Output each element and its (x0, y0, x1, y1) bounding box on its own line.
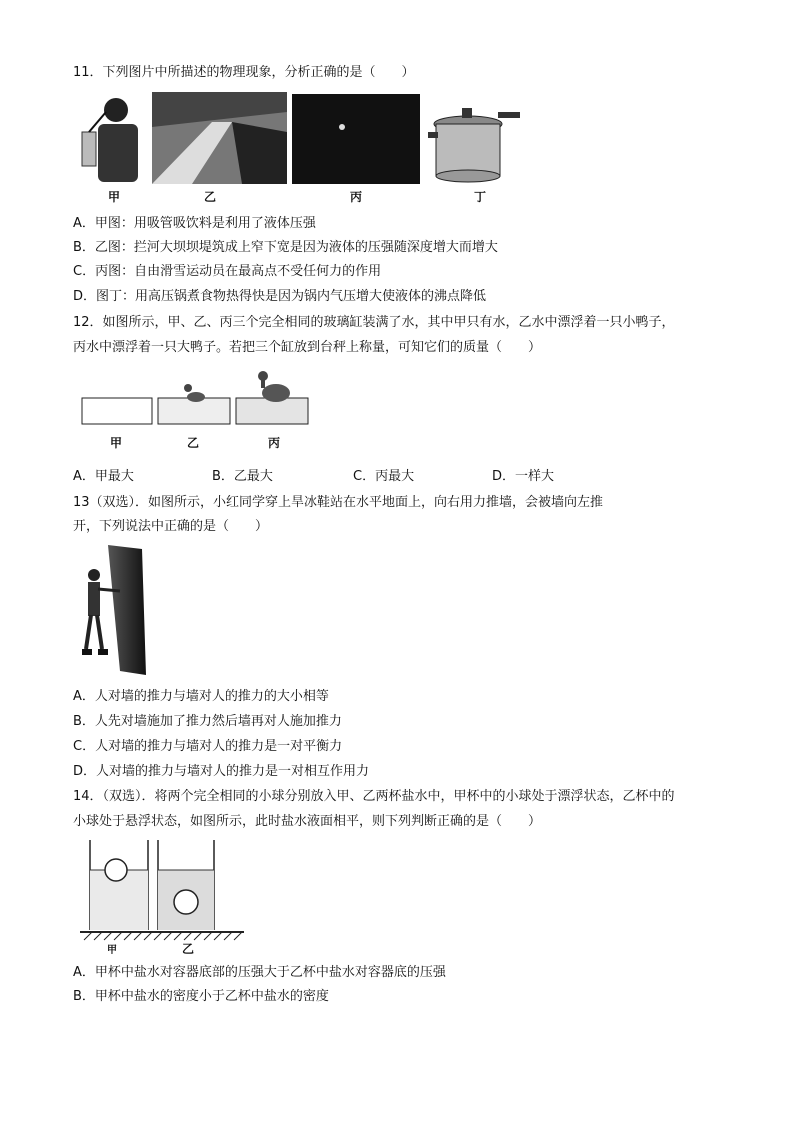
q14-stem-line1: 14．（双选）．将两个完全相同的小球分别放入甲、乙两杯盐水中，甲杯中的小球处于漂浮状态，乙杯中的 (73, 789, 675, 804)
q11-option-a: A．甲图：用吸管吸饮料是利用了液体压强 (73, 216, 316, 231)
q13-stem-line1: 13（双选）．如图所示，小红同学穿上旱冰鞋站在水平地面上，向右用力推墙，会被墙向左推 (73, 495, 604, 510)
q12-stem-line2: 丙水中漂浮着一只大鸭子。若把三个缸放到台秤上称量，可知它们的质量（ ） (73, 340, 542, 355)
q11-option-d: D．图丁：用高压锅煮食物热得快是因为锅内气压增大使液体的沸点降低 (73, 289, 487, 304)
q11-label-bing: 丙 (349, 190, 362, 204)
q11-option-b: B．乙图：拦河大坝坝堤筑成上窄下宽是因为液体的压强随深度增大而增大 (73, 240, 498, 255)
boy-drinking-photo (76, 92, 146, 184)
q13-girl-pushing-wall-figure (80, 545, 150, 677)
q12-label-jia: 甲 (109, 436, 122, 450)
q14-cups-figure (78, 840, 248, 942)
q13-option-a: A．人对墙的推力与墙对人的推力的大小相等 (73, 689, 329, 704)
q14-label-yi: 乙 (181, 942, 194, 956)
q12-option-a: A．甲最大 (73, 469, 134, 484)
q13-option-c: C．人对墙的推力与墙对人的推力是一对平衡力 (73, 739, 343, 754)
q13-stem-line2: 开，下列说法中正确的是（ ） (73, 519, 269, 534)
q14-option-b: B．甲杯中盐水的密度小于乙杯中盐水的密度 (73, 989, 329, 1004)
q12-option-c: C．丙最大 (353, 469, 415, 484)
q12-stem-line1: 12．如图所示，甲、乙、丙三个完全相同的玻璃缸装满了水，其中甲只有水，乙水中漂浮着一只小鸭子， (73, 315, 675, 330)
q12-tanks-figure (80, 370, 312, 430)
q12-label-bing: 丙 (267, 436, 280, 450)
q11-photos (76, 92, 526, 186)
suspended-ball-icon (174, 890, 198, 914)
dam-photo (152, 92, 287, 184)
q14-label-jia: 甲 (107, 945, 117, 956)
q14-stem-line2: 小球处于悬浮状态，如图所示，此时盐水液面相平，则下列判断正确的是（ ） (73, 814, 542, 829)
skier-photo (292, 94, 420, 184)
q14-option-a: A．甲杯中盐水对容器底部的压强大于乙杯中盐水对容器底的压强 (73, 965, 446, 980)
pressure-cooker-photo (428, 108, 520, 182)
q11-label-ding: 丁 (473, 190, 486, 204)
q11-label-jia: 甲 (107, 190, 120, 204)
q11-option-c: C．丙图：自由滑雪运动员在最高点不受任何力的作用 (73, 264, 382, 279)
big-duck-icon (258, 371, 290, 402)
q13-option-d: D．人对墙的推力与墙对人的推力是一对相互作用力 (73, 764, 370, 779)
q12-option-b: B．乙最大 (212, 469, 273, 484)
q11-label-yi: 乙 (203, 190, 216, 204)
q12-options (73, 468, 554, 486)
floating-ball-icon (105, 859, 127, 881)
q12-label-yi: 乙 (186, 436, 199, 450)
q11-stem: 11．下列图片中所描述的物理现象，分析正确的是（ ） (73, 65, 415, 80)
q12-option-d: D．一样大 (492, 469, 555, 484)
q13-option-b: B．人先对墙施加了推力然后墙再对人施加推力 (73, 714, 342, 729)
